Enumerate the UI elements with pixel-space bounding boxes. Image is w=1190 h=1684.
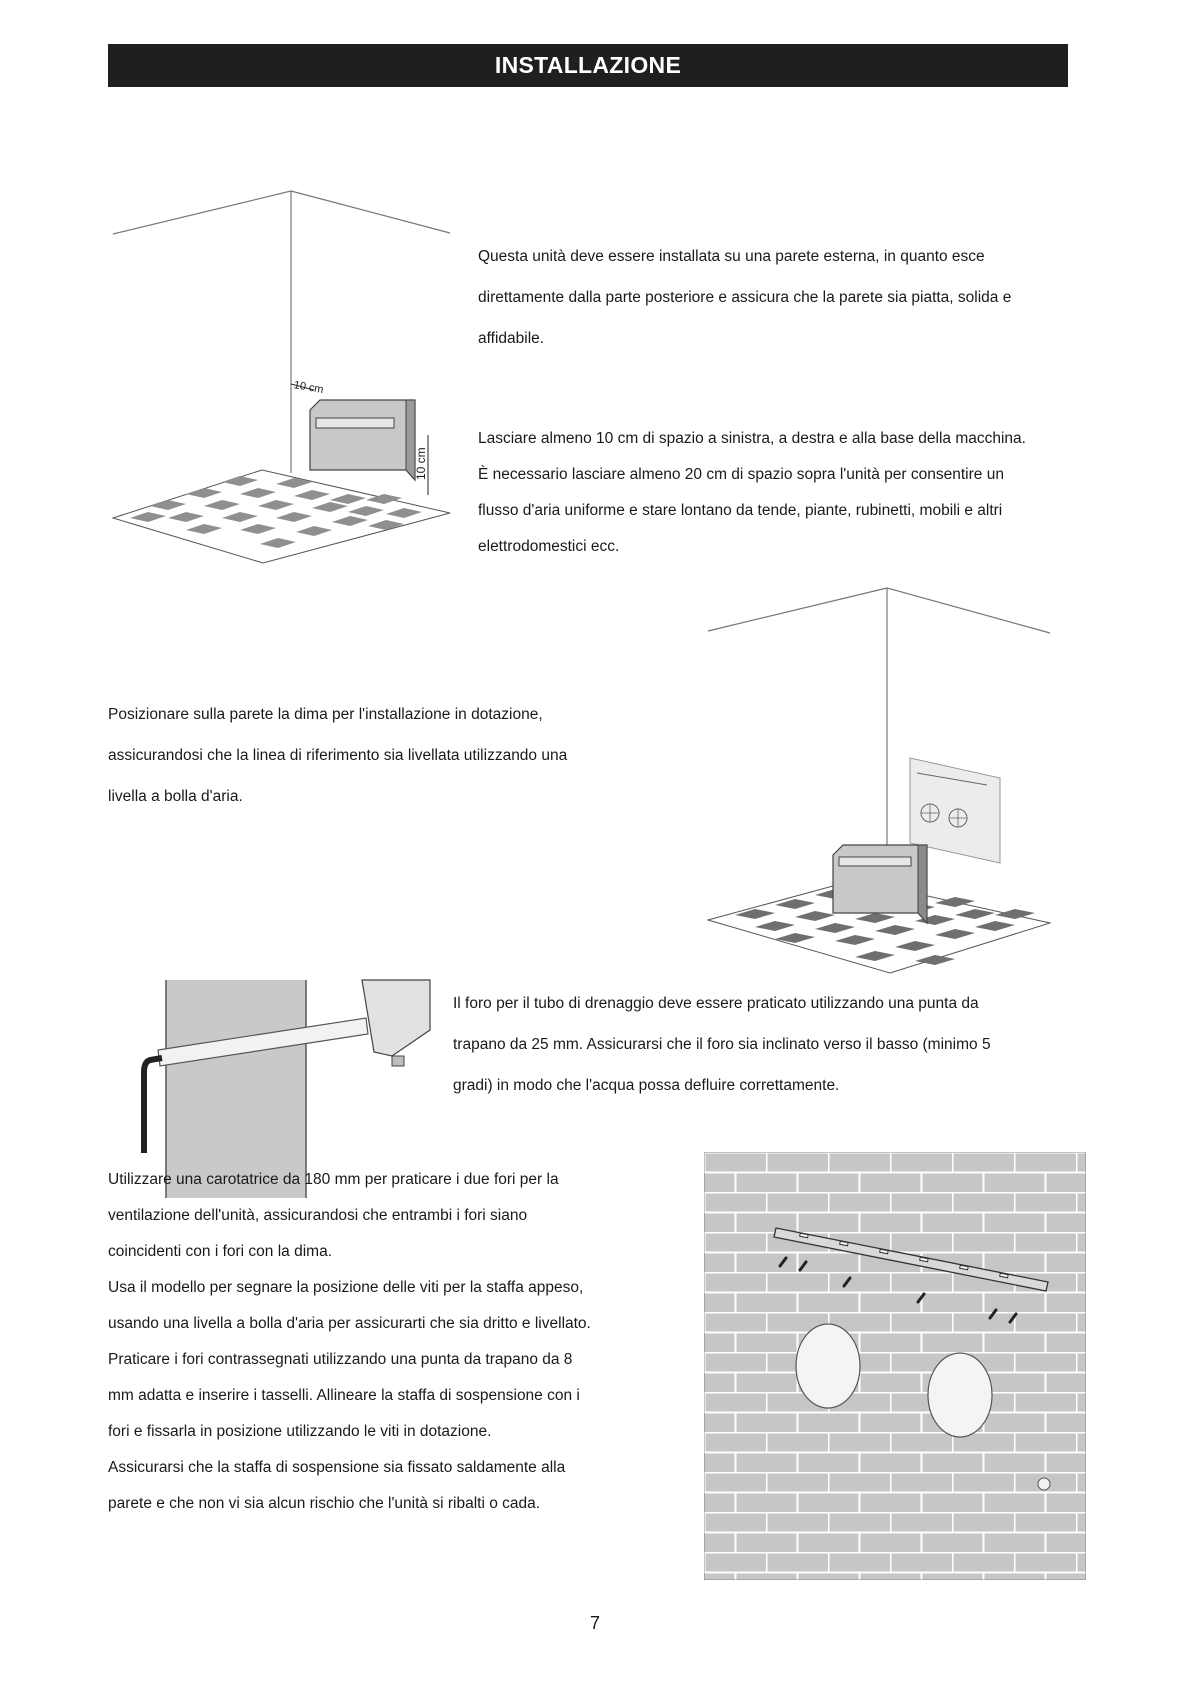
- clearance-paragraph: Lasciare almeno 10 cm di spazio a sinistra, a destra e alla base della macchina. È necessario lasciare almeno 20 cm di spazio sopra l'unità per consentire un flusso d'aria uniforme e stare lontano da tende, piante, rubinetti, mobili e altri elettrodomestici ecc.: [478, 430, 1026, 555]
- section-header-bar: [108, 44, 1068, 87]
- dimension-label-side: 10 cm: [292, 379, 325, 397]
- mounting-instructions-paragraph: Utilizzare una carotatrice da 180 mm per praticare i due fori per la ventilazione dell'unità, assicurandosi che entrambi i fori siano coincidenti con i fori con la dima. Usa il modello per segnare la posizione delle viti per la staffa appeso, usando una livella a bolla d'aria per assicurarti che sia dritto e livellato. Praticare i fori contrassegnati utilizzando una punta da trapano da 8 mm adatta e inserire i tasselli. Allineare la staffa di sospensione con i fori e fissarla in posizione utilizzando le viti in dotazione. Assicurarsi che la staffa di sospensione sia fissato saldamente alla parete e che non vi sia alcun rischio che l'unità si ribalti o cada.: [108, 1171, 591, 1512]
- drain-hole-paragraph: Il foro per il tubo di drenaggio deve essere praticato utilizzando una punta da trapano da 25 mm. Assicurarsi che il foro sia inclinato verso il basso (minimo 5 gradi) in modo che l'acqua possa defluire correttamente.: [453, 995, 991, 1094]
- page-number: 7: [589, 1613, 600, 1633]
- wall-requirement-paragraph: Questa unità deve essere installata su una parete esterna, in quanto esce direttamente dalla parte posteriore e assicura che la parete sia piatta, solida e affidabile.: [478, 248, 1012, 347]
- clearance-figure: [110, 188, 460, 568]
- section-title: INSTALLAZIONE: [494, 52, 682, 78]
- brick-wall-figure: [704, 1152, 1086, 1580]
- template-paragraph: Posizionare sulla parete la dima per l'installazione in dotazione, assicurandosi che la linea di riferimento sia livellata utilizzando una livella a bolla d'aria.: [108, 706, 568, 805]
- dimension-label-bottom: 10 cm: [414, 447, 428, 480]
- template-figure: [705, 585, 1055, 975]
